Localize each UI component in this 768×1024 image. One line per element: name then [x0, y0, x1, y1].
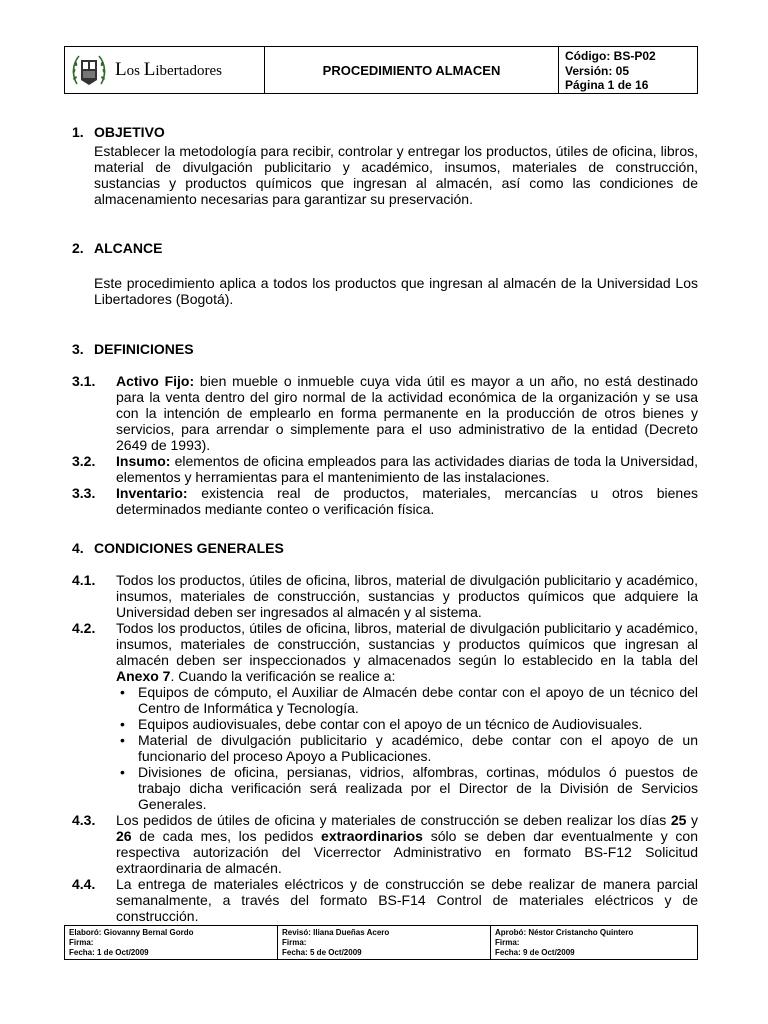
document-version: Versión: 05 — [565, 63, 630, 78]
list-item: • Equipos audiovisuales, debe contar con el apoyo de un técnico de Audiovisuales. — [120, 716, 643, 732]
conditions-list — [72, 572, 698, 924]
footer-reviso: Revisó: Iliana Dueñas Acero Firma: Fecha: 5 de Oct/2009 — [278, 926, 491, 959]
logo-wordmark: Los Libertadores — [115, 59, 222, 80]
document-code: Código: BS-P02 — [565, 49, 656, 63]
footer-elaboro: Elaboró: Giovanny Bernal Gordo Firma: Fecha: 1 de Oct/2009 — [65, 926, 278, 959]
page-number: Página 1 de 16 — [565, 78, 649, 92]
list-item: • Material de divulgación publicitario y académico, debe contar con el apoyo de un funcionario del proceso Apoyo a Publicaciones. — [120, 732, 698, 764]
definition-item: 3.3. Inventario: existencia real de productos, materiales, mercancías u otros bienes determinados mediante conteo o verificación física. — [72, 485, 698, 517]
verification-bullets — [116, 684, 698, 812]
list-item: • Divisiones de oficina, persianas, vidrios, alfombras, cortinas, módulos ó puestos de trabajo dicha verificación será realizada por el Director de la División de Servicios Generales. — [120, 764, 698, 812]
condition-item: 4.4. La entrega de materiales eléctricos y de construcción se debe realizar de manera parcial semanalmente, a través del formato BS-F14 Control de materiales eléctricos y de construcción. — [72, 876, 698, 924]
university-crest-icon — [69, 50, 109, 90]
section-alcance-title: 2. ALCANCE — [72, 240, 163, 256]
logo-cell — [65, 47, 265, 93]
definition-item: 3.1. Activo Fijo: bien mueble o inmueble cuya vida útil es mayor a un año, no está destinado para la venta dentro del giro normal de la actividad económica de la organización y se usa con la intención de emplearlo en forma permanente en la producción de otros bienes y servicios, para arrendar o simplemente para el uso administrativo de la entidad (Decreto 2649 de 1993). — [72, 373, 698, 453]
section-objetivo-title: 1. OBJETIVO — [72, 124, 165, 140]
condition-item: 4.1. Todos los productos, útiles de oficina, libros, material de divulgación publicitario y académico, insumos, materiales de construcción, sustancias y productos químicos que adquiere la Universidad deben ser ingresados al almacén y al sistema. — [72, 572, 698, 620]
approval-footer — [64, 925, 698, 960]
document-title: PROCEDIMIENTO ALMACEN — [265, 47, 559, 93]
document-meta — [559, 47, 697, 93]
document-header — [64, 46, 698, 94]
section-alcance-text: Este procedimiento aplica a todos los productos que ingresan al almacén de la Universidad Los Libertadores (Bogotá). — [94, 275, 698, 307]
section-condiciones-title: 4. CONDICIONES GENERALES — [72, 540, 284, 556]
condition-item: 4.3. Los pedidos de útiles de oficina y materiales de construcción se deben realizar los días 25 y 26 de cada mes, los pedidos extraordinarios sólo se deben dar eventualmente y con respectiva autorización del Vicerrector Administrativo en formato BS-F12 Solicitud extraordinaria de almacén. — [72, 812, 699, 876]
condition-item: 4.2. Todos los productos, útiles de oficina, libros, material de divulgación publicitario y académico, insumos, materiales de construcción, sustancias y productos químicos que ingresan al almacén deben ser inspeccionados y almacenados según lo establecido en la tabla del Anexo 7. Cuando la verificación se realice a: • Equipos de cómputo, el Auxiliar de Almacén debe contar con el apoyo de un técnico del Centro de Informática y Tecnología. • Equipos audiovisuales, debe contar con el apoyo de un técnico de Audiovisuales. • Material de divulgación publicitario y académico, debe contar con el apoyo de un funcionario del proceso Apoyo a Publicaciones. • Divisiones de oficina, persianas, vidrios, alfombras, cortinas, módulos ó puestos de trabajo dicha verificación será realizada por el Director de la División de Servicios Generales. — [72, 620, 698, 812]
definitions-list — [72, 373, 698, 517]
section-definiciones-title: 3. DEFINICIONES — [72, 341, 194, 357]
definition-item: 3.2. Insumo: elementos de oficina empleados para las actividades diarias de toda la Universidad, elementos y herramientas para el mantenimiento de las instalaciones. — [72, 453, 698, 485]
document-body — [72, 124, 698, 924]
section-objetivo-text: Establecer la metodología para recibir, controlar y entregar los productos, útiles de oficina, libros, material de divulgación publicitario y académico, insumos, materiales de construcción, sustancias y productos químicos que ingresan al almacén, así como las condiciones de almacenamiento necesarias para garantizar su preservación. — [94, 143, 698, 207]
list-item: • Equipos de cómputo, el Auxiliar de Almacén debe contar con el apoyo de un técnico del Centro de Informática y Tecnología. — [120, 684, 698, 716]
footer-aprobo: Aprobó: Néstor Cristancho Quintero Firma: Fecha: 9 de Oct/2009 — [495, 928, 634, 957]
